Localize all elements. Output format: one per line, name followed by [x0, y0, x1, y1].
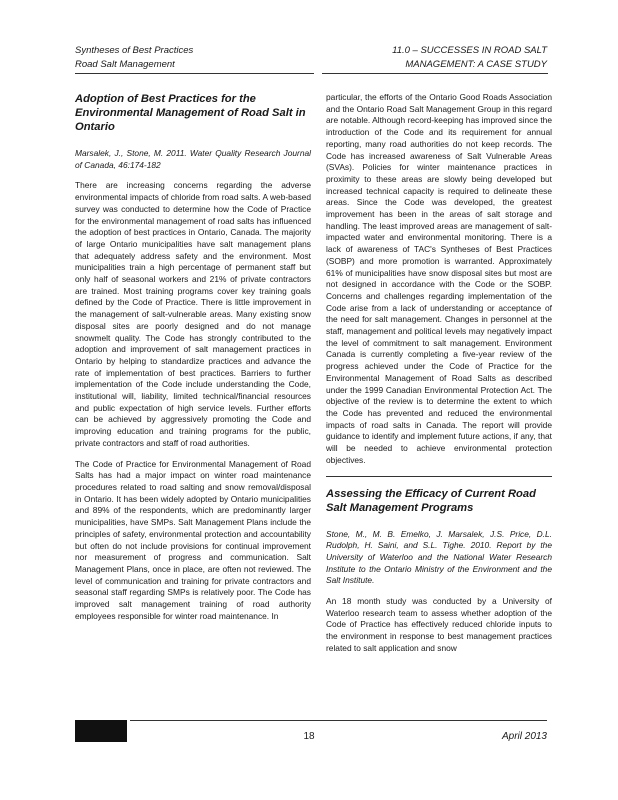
footer-rule — [130, 720, 547, 721]
right-column — [326, 92, 552, 664]
article2-paragraph-1: An 18 month study was conducted by a University of Waterloo research team to assess whether adoption of the Code of Practice has effectively reduced chloride inputs to the environment in response to best management practices related to salt application and snow — [326, 596, 552, 653]
publication-date: April 2013 — [501, 731, 547, 742]
running-header-right — [392, 44, 547, 72]
header-volume-title: Road Salt Management — [75, 59, 175, 70]
article1-paragraph-2: The Code of Practice for Environmental Management of Road Salts has had a major impact on winter road maintenance procedures related to road salting and snow removal/disposal in Ontario. It has been widely adopted by Ontario municipalities and 89% of the respondents, which are predominantly larger municipalities, have SMPs. Salt Management Plans include the principles of safety, environmental protection and accountability but often do not include provisions for continual improvement nor measurement of progress and communication. Salt Management Plans, once in place, are often not reviewed. The level of communication and training for private contractors and seasonal staff regarding SMPs is relatively poor. The Code has improved salt management training of road authority employees responsible for winter road maintenance. In — [75, 458, 311, 621]
article1-paragraph-1: There are increasing concerns regarding the adverse environmental impacts of chloride from road salts. A web-based survey was conducted to determine how the Code of Practice for the environmental management of road salts has influenced the adoption of best practices in Ontario, Canada. The majority of large Ontario municipalities have salt management plans that adequately address safety and the environment. Most municipalities train a high percentage of permanent staff but only half of seasonal workers and 21% of private contractors are trained. Most training programs cover key training goals defined by the Code of Practice. There is little improvement in the management of salt-vulnerable areas. Many existing snow disposal sites are poorly designed and do not manage snowmelt quality. The Code has strongly contributed to the adoption and improvement of salt management practices in Ontario by helping to standardize practices and advance the rate of implementation of best practices. Barriers to further implementation of the Code include understanding the Code, institutional will, liability, limited technical/financial resources and public expectation of high service levels. Further efforts can be achieved by aggressively promoting the Code and improving education and training programs for the public, private contractors and staff of road authorities. — [75, 180, 311, 448]
header-rule-right — [322, 73, 548, 74]
article-divider — [326, 476, 552, 477]
header-rule-left — [75, 73, 314, 74]
left-column — [75, 92, 311, 631]
article1-citation: Marsalek, J., Stone, M. 2011. Water Quality Research Journal of Canada, 46:174-182 — [75, 148, 311, 170]
header-chapter-line1: 11.0 – SUCCESSES IN ROAD SALT — [392, 45, 547, 56]
header-chapter-line2: MANAGEMENT: A CASE STUDY — [405, 59, 547, 70]
page-number: 18 — [303, 731, 315, 742]
article2-citation: Stone, M., M. B. Emelko, J. Marsalek, J.S. Price, D.L. Rudolph, H. Saini, and S.L. Tighe. 2010. Report by the University of Waterloo and the National Water Research Institute to the Ontario Ministry of the Environment and the Salt Institute. — [326, 528, 552, 586]
running-header-left — [75, 44, 193, 72]
article2-title: Assessing the Efficacy of Current Road Salt Management Programs — [326, 487, 536, 514]
header-series-title: Syntheses of Best Practices — [75, 45, 194, 56]
article1-paragraph-3: particular, the efforts of the Ontario Good Roads Association and the Ontario Road Salt Management Group in this regard are notable. Although record-keeping has improved since the introduction of the Code and its requirement for annual reporting, many road authorities do not keep records. The Code has increased awareness of Salt Vulnerable Areas (SVAs). Policies for winter maintenance practices in proximity to these areas are slowly being developed but increased technical capacity is required to delineate these areas. Since the Code was developed, the greatest improvement has been in the areas of salt storage and handling. The least improved areas are management of salt-impacted water and environmental monitoring. There is a lack of awareness of TAC's Syntheses of Best Practices (SOBP) and more promotion is warranted. Approximately 61% of municipalities have snow disposal sites but most are not designed in accordance with the Code or the SOBP. Concerns and challenges regarding implementation of the Code arise from a lack of understanding or acceptance of the need for salt management. Changes in personnel at the staff, management and political levels may negatively impact the level of commitment to salt management. Environment Canada is currently completing a five-year review of the progress achieved under the Code of Practice for the Environmental Management of Road Salts as described under the 1999 Canadian Environmental Protection Act. The objective of the review is to determine the extent to which the Code has prevented and reduced the environmental impacts of road salts in Canada. The report will provide guidance to identify and implement future actions, if any, that will be needed to achieve environmental protection objectives. — [326, 92, 552, 465]
article1-title: Adoption of Best Practices for the Environmental Management of Road Salt in Ontario — [75, 93, 306, 133]
